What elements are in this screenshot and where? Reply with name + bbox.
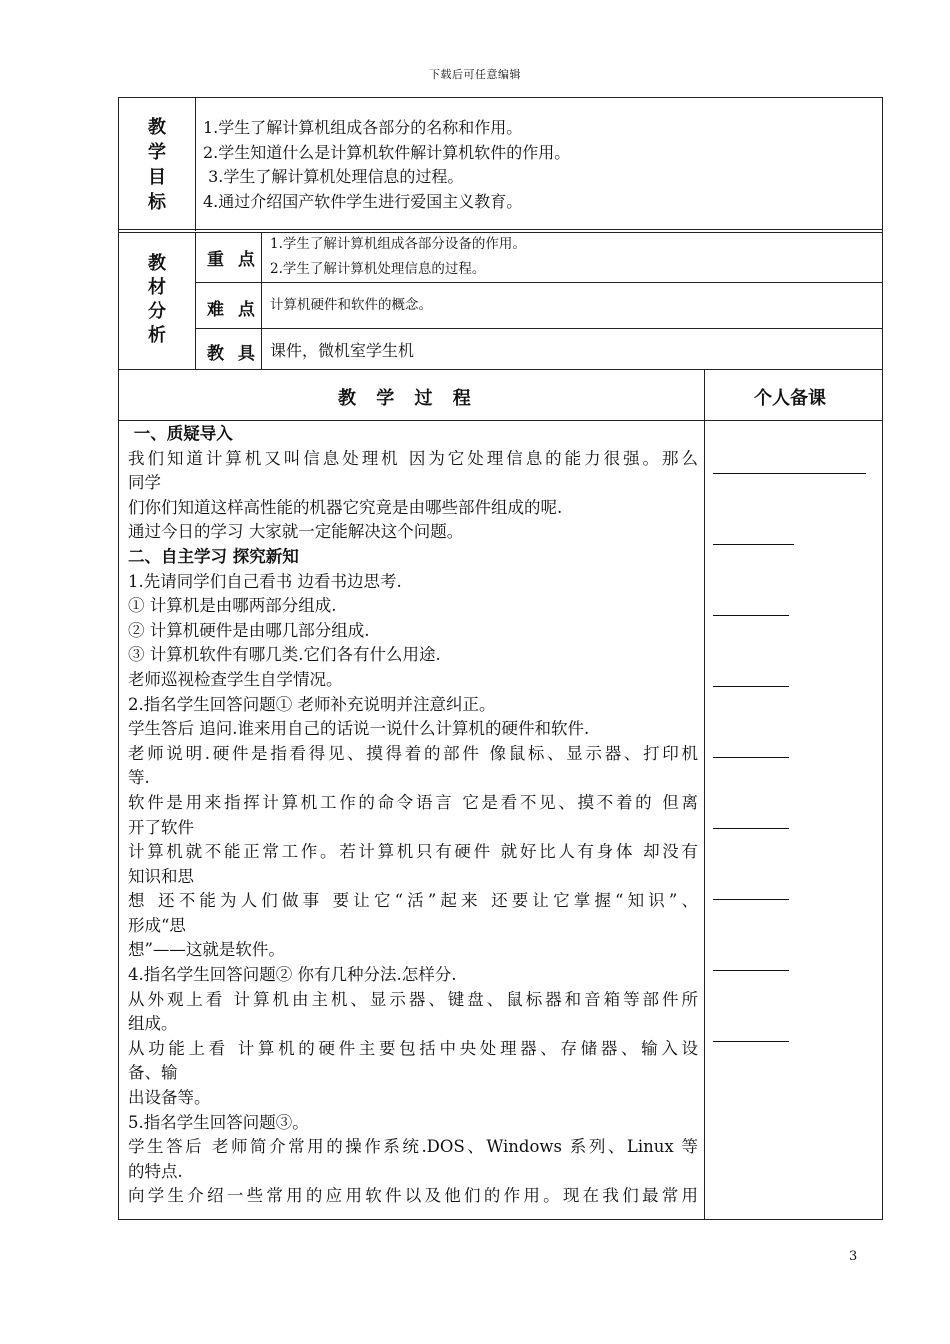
section-heading: 二、自主学习 探究新知	[128, 546, 299, 566]
body-line: 想”——这就是软件。	[128, 940, 285, 960]
body-line: 5.指名学生回答问题③。	[128, 1112, 309, 1132]
body-line: 软件是用来指挥计算机工作的命令语言 它是看不见、摸不着的 但离	[128, 792, 698, 812]
body-line: 计算机就不能正常工作。若计算机只有硬件 就好比人有身体 却没有	[128, 842, 698, 862]
notes-blank-line[interactable]	[713, 544, 794, 545]
body-line: ③ 计算机软件有哪几类.它们各有什么用途.	[128, 645, 441, 665]
process-body	[128, 422, 698, 1209]
objectives-list	[203, 116, 570, 214]
process-notes-divider	[704, 369, 705, 1220]
body-line: ① 计算机是由哪两部分组成.	[128, 596, 337, 616]
body-line: 同学	[128, 473, 161, 493]
body-line: 老师巡视检查学生自学情况。	[128, 669, 343, 689]
key-point-line: 1.学生了解计算机组成各部分设备的作用。	[270, 236, 526, 252]
section-heading: 一、质疑导入	[128, 424, 233, 443]
analysis-divider	[195, 232, 196, 369]
tools-label: 教 具	[207, 344, 259, 364]
objective-item: 4.通过介绍国产软件学生进行爱国主义教育。	[203, 191, 523, 211]
body-line: 学生答后 老师简介常用的操作系统.DOS、Windows 系列、Linux 等	[128, 1137, 698, 1157]
body-line: 我们知道计算机又叫信息处理机 因为它处理信息的能力很强。那么	[128, 448, 698, 468]
body-line: 4.指名学生回答问题② 你有几种分法.怎样分.	[128, 965, 457, 985]
body-line: 学生答后 追问.谁来用自己的话说一说什么计算机的硬件和软件.	[128, 719, 590, 739]
tools-text: 课件，微机室学生机	[270, 341, 415, 360]
header-note: 下载后可任意编辑	[429, 68, 521, 81]
body-line: 通过今日的学习 大家就一定能解决这个问题。	[128, 522, 464, 542]
body-line: 2.指名学生回答问题① 老师补充说明并注意纠正。	[128, 694, 496, 714]
objectives-label: 教 学 目 标	[148, 117, 166, 213]
body-line: ② 计算机硬件是由哪几部分组成.	[128, 620, 370, 640]
objective-item: 2.学生知道什么是计算机软件解计算机软件的作用。	[203, 142, 571, 162]
notes-blank-line[interactable]	[713, 473, 866, 474]
notes-blank-line[interactable]	[713, 757, 789, 758]
body-line: 从外观上看 计算机由主机、显示器、键盘、鼠标器和音箱等部件所	[128, 989, 698, 1009]
body-line: 的特点.	[128, 1161, 183, 1181]
notes-blank-line[interactable]	[713, 828, 789, 829]
analysis-label: 教 材 分 析	[148, 253, 166, 346]
analysis-subdivider	[261, 232, 262, 369]
notes-heading: 个人备课	[754, 388, 826, 409]
key-point-line: 2.学生了解计算机处理信息的过程。	[270, 261, 486, 277]
objective-item: 1.学生了解计算机组成各部分的名称和作用。	[203, 118, 523, 137]
body-line: 等.	[128, 768, 150, 788]
body-line: 备、输	[128, 1063, 178, 1083]
body-line: 形成“思	[128, 915, 186, 935]
notes-blank-line[interactable]	[713, 615, 789, 616]
body-line: 出设备等。	[128, 1088, 211, 1108]
body-line: 老师说明.硬件是指看得见、摸得着的部件 像鼠标、显示器、打印机	[128, 743, 698, 763]
body-line: 开了软件	[128, 817, 194, 837]
objective-item: 3.学生了解计算机处理信息的过程。	[203, 167, 464, 186]
body-line: 知识和思	[128, 866, 194, 886]
difficulty-text: 计算机硬件和软件的概念。	[270, 297, 432, 313]
body-line: 1.先请同学们自己看书 边看书边思考.	[128, 571, 402, 591]
key-point-label: 重 点	[207, 250, 259, 270]
body-line: 从功能上看 计算机的硬件主要包括中央处理器、存储器、输入设	[128, 1038, 698, 1058]
body-line: 向学生介绍一些常用的应用软件以及他们的作用。现在我们最常用	[128, 1186, 698, 1206]
page-number: 3	[849, 1249, 858, 1264]
body-line: 组成。	[128, 1014, 178, 1034]
notes-blank-line[interactable]	[713, 899, 789, 900]
notes-blank-line[interactable]	[713, 970, 789, 971]
notes-blank-line[interactable]	[713, 686, 789, 687]
difficulty-label: 难 点	[207, 300, 259, 320]
notes-blank-line[interactable]	[713, 1041, 789, 1042]
process-heading: 教 学 过 程	[338, 388, 471, 409]
objectives-divider	[195, 97, 196, 231]
body-line: 们你们知道这样高性能的机器它究竟是由哪些部件组成的呢.	[128, 497, 563, 517]
body-line: 想 还不能为人们做事 要让它“活”起来 还要让它掌握“知识”、	[128, 891, 698, 911]
